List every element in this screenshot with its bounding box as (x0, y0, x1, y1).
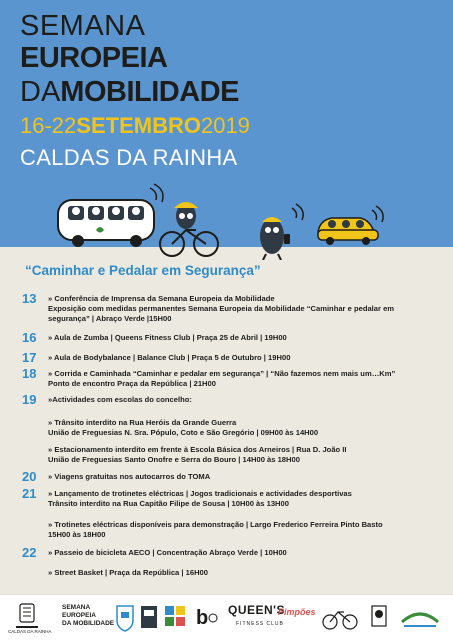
aeco-bicycle-logo-icon (320, 602, 360, 634)
schedule-day: 21 (22, 486, 37, 501)
rodoviaria-logo-icon (398, 602, 442, 634)
schedule-text (48, 548, 442, 558)
city-name: CALDAS DA RAINHA (20, 145, 238, 170)
schedule-text (48, 418, 442, 438)
title-line-3 (20, 78, 239, 107)
campaign-slogan: “Caminhar e Pedalar em Segurança” (25, 263, 261, 278)
date-range: 16-22 (20, 113, 77, 138)
schedule-line: » Aula de Bodybalance | Balance Club | Praça 5 de Outubro | 19H00 (48, 353, 291, 362)
schedule-text (48, 445, 442, 465)
cyclist-icon (160, 202, 218, 256)
balance-club-logo-icon (194, 602, 220, 634)
sem-logo-line1: SEMANA (62, 604, 91, 611)
schedule-line: » Street Basket | Praça da República | 16H00 (48, 568, 208, 577)
bus-icon (58, 184, 163, 247)
parish-logo-icon (162, 602, 188, 634)
schedule-line: » Passeio de bicicleta AECO | Concentração Abraço Verde | 10H00 (48, 548, 287, 557)
schedule-day: 17 (22, 350, 37, 365)
pedestrian-icon (260, 204, 303, 260)
schedule-day: 19 (22, 392, 37, 407)
schedule-line: » Estacionamento interdito em frente à Escola Básica dos Arneiros | Rua D. João II (48, 445, 347, 454)
title-da: DA (20, 76, 61, 108)
schedule-line: » Aula de Zumba | Queens Fitness Club | Praça 25 de Abril | 19H00 (48, 333, 287, 342)
svg-text:b: b (196, 607, 209, 629)
schedule-line: União de Freguesias Santo Onofre e Serra do Bouro | 14H00 às 18H00 (48, 455, 300, 464)
schedule-day: 18 (22, 366, 37, 381)
schedule-line: » Corrida e Caminhada “Caminhar e pedalar em segurança” | “Não fazemos nem mais um…Km” (48, 369, 396, 378)
title-mobilidade: MOBILIDADE (60, 76, 239, 108)
queens-sub: FITNESS CLUB (236, 621, 284, 627)
schedule-text (48, 472, 442, 482)
schedule-day: 16 (22, 330, 37, 345)
schedule-text (48, 568, 442, 578)
schedule-text (48, 353, 442, 363)
schedule-line: União de Freguesias N. Sra. Pópulo, Coto e São Gregório | 09H00 às 14H00 (48, 428, 319, 437)
schedule-line: Exposição com medidas permanentes Semana Europeia da Mobilidade “Caminhar e pedalar em (48, 304, 395, 313)
schedule-day: 20 (22, 469, 37, 484)
municipality-name: CALDAS DA RAINHA (8, 629, 52, 634)
schedule-line: segurança” | Abraço Verde |15H00 (48, 314, 172, 323)
sem-logo-line3: DA MOBILIDADE (62, 620, 115, 627)
mobility-illustration (0, 180, 453, 260)
schedule-line: Ponto de encontro Praça da República | 21H00 (48, 379, 216, 388)
shield-logo-icon (114, 602, 136, 634)
schedule-line: » Trotinetes eléctricas disponíveis para demonstração | Largo Frederico Ferreira Pinto Basto (48, 520, 383, 529)
car-icon (318, 206, 383, 245)
title-line-1: SEMANA (20, 10, 146, 42)
date-year: 2019 (200, 113, 250, 138)
schedule-text (48, 294, 442, 324)
schedule-line: » Trânsito interdito na Rua Heróis da Grande Guerra (48, 418, 237, 427)
schedule-line: »Actividades com escolas do concelho: (48, 395, 192, 404)
date-month: SETEMBRO (76, 113, 201, 138)
sports-club-logo-icon (370, 602, 388, 634)
schedule-text (48, 520, 442, 540)
schedule-text (48, 333, 442, 343)
pimpoes-logo: Pimpões (278, 607, 316, 617)
schedule-text (48, 395, 442, 405)
schedule-day: 13 (22, 291, 37, 306)
schedule-line: 15H00 às 18H00 (48, 530, 106, 539)
schedule-line: Trânsito interdito na Rua Capitão Filipe de Sousa | 10H00 às 13H00 (48, 499, 289, 508)
sponsor-footer (0, 594, 453, 640)
school-logo-icon (138, 602, 160, 634)
sem-logo-line2: EUROPEIA (62, 612, 96, 619)
event-dates (20, 115, 250, 137)
schedule-line: » Viagens gratuitas nos autocarros do TOMA (48, 472, 211, 481)
title-line-2: EUROPEIA (20, 42, 168, 74)
schedule-text (48, 369, 442, 389)
schedule-line: » Conferência de Imprensa da Semana Europeia da Mobilidade (48, 294, 275, 303)
schedule-day: 22 (22, 545, 37, 560)
schedule-line: » Lançamento de trotinetes eléctricas | Jogos tradicionais e actividades desportivas (48, 489, 352, 498)
queens-logo: QUEEN'S (228, 603, 286, 617)
schedule-text (48, 489, 442, 509)
